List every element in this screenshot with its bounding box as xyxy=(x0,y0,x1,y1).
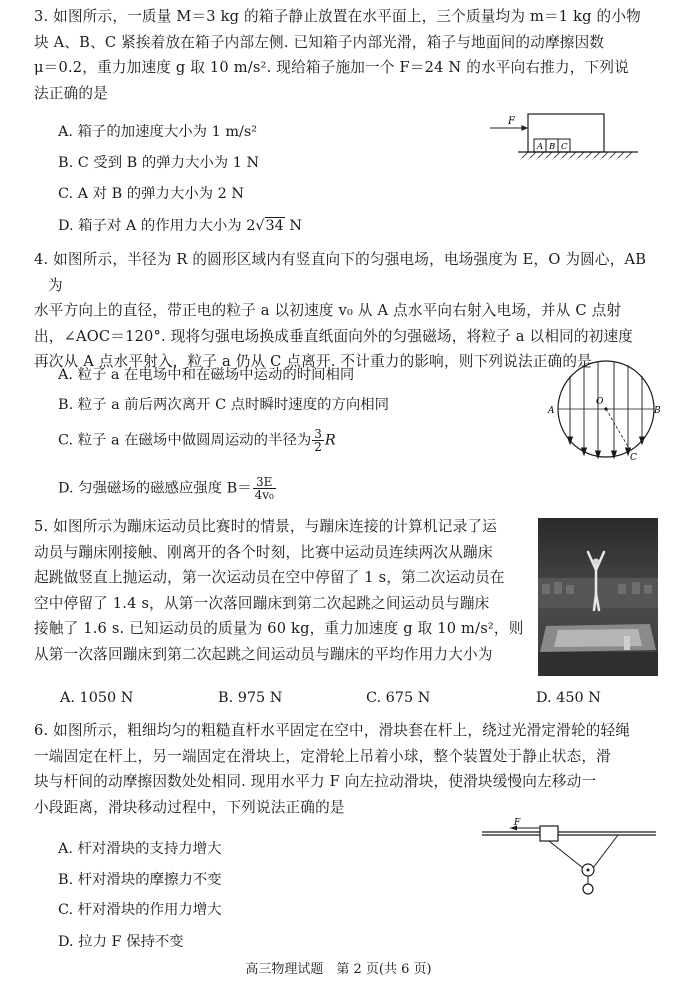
fraction-numerator: 3 xyxy=(314,427,322,441)
q5-option-d[interactable]: D. 450 N xyxy=(536,690,601,706)
q3-stem-line1: 3. 如图所示，一质量 M＝3 kg 的箱子静止放置在水平面上，三个质量均为 m＝1 kg 的小物 xyxy=(34,8,641,25)
q5-stem-line4: 空中停留了 1.4 s，从第一次落回蹦床到第二次起跳之间运动员与蹦床 xyxy=(34,594,490,612)
q4-stem-line4: 再次从 A 点水平射入，粒子 a 仍从 C 点离开. 不计重力的影响，则下列说法正确的是 xyxy=(34,353,592,371)
q5-trampoline-photo xyxy=(538,518,658,676)
q6-pulley-figure xyxy=(480,818,660,898)
q3-stem-line2: 块 A、B、C 紧挨着放在箱子内部左侧. 已知箱子内部光滑，箱子与地面间的动摩擦因数 xyxy=(34,33,605,51)
q4-fig-label-c: C xyxy=(630,453,637,463)
q6-stem-line1: 6. 如图所示，粗细均匀的粗糙直杆水平固定在空中，滑块套在杆上，绕过光滑定滑轮的轻绳 xyxy=(34,722,631,739)
q4-option-d-text: D. 匀强磁场的磁感应强度 B＝ xyxy=(58,480,252,497)
q5-option-b[interactable]: B. 975 N xyxy=(218,690,283,706)
q5-option-c[interactable]: C. 675 N xyxy=(366,690,431,706)
q3-option-d-unit: N xyxy=(284,218,303,234)
q6-option-b[interactable]: B. 杆对滑块的摩擦力不变 xyxy=(58,872,222,888)
q4-stem-line2: 水平方向上的直径，带正电的粒子 a 以初速度 v₀ 从 A 点水平向右射入电场，并从 C 点射 xyxy=(34,302,622,320)
q6-stem-line3: 块与杆间的动摩擦因数处处相同. 现用水平力 F 向左拉动滑块，使滑块缓慢向左移动一 xyxy=(34,773,597,791)
q5-stem-line2: 动员与蹦床刚接触、刚离开的各个时刻，比赛中运动员连续两次从蹦床 xyxy=(34,543,493,561)
q4-fig-label-o: O xyxy=(596,397,604,407)
q3-option-d-radicand: 34 xyxy=(265,218,284,234)
question-5 xyxy=(34,514,534,668)
q3-stem-line4: 法正确的是 xyxy=(34,84,108,102)
q4-option-c[interactable] xyxy=(58,428,336,453)
q4-fig-label-b: B xyxy=(654,406,661,416)
q3-stem-line3: μ＝0.2，重力加速度 g 取 10 m/s². 现给箱子施加一个 F＝24 N 的水平向右推力，下列说 xyxy=(34,59,629,77)
q4-option-b[interactable]: B. 粒子 a 前后两次离开 C 点时瞬时速度的方向相同 xyxy=(58,397,390,413)
q4-option-d[interactable] xyxy=(58,476,277,501)
q3-option-b[interactable]: B. C 受到 B 的弹力大小为 1 N xyxy=(58,155,260,171)
q4-option-c-text: C. 粒子 a 在磁场中做圆周运动的半径为 xyxy=(58,432,312,449)
q4-option-a[interactable]: A. 粒子 a 在电场中和在磁场中运动的时间相同 xyxy=(58,367,355,383)
q6-option-a[interactable]: A. 杆对滑块的支持力增大 xyxy=(58,841,222,857)
q4-stem-line1: 4. 如图所示，半径为 R 的圆形区域内有竖直向下的匀强电场，电场强度为 E，O 为圆心，AB 为 xyxy=(34,251,647,294)
q6-stem-line2: 一端固定在杆上，另一端固定在滑块上，定滑轮上吊着小球，整个装置处于静止状态，滑 xyxy=(34,747,611,765)
q3-fig-label-a: A xyxy=(537,142,544,152)
q6-option-d[interactable]: D. 拉力 F 保持不变 xyxy=(58,934,184,950)
question-6 xyxy=(34,718,656,820)
fraction-denominator: 4v₀ xyxy=(254,488,274,502)
q5-stem-line6: 从第一次落回蹦床到第二次起跳之间运动员与蹦床的平均作用力大小为 xyxy=(34,645,493,663)
q3-fig-label-b: B xyxy=(549,142,556,152)
q3-option-d-text: D. 箱子对 A 的作用力大小为 2 xyxy=(58,218,256,234)
q4-option-d-fraction xyxy=(253,476,276,501)
q3-option-d[interactable] xyxy=(58,215,302,237)
q4-circle-field-figure xyxy=(550,354,660,464)
fraction-numerator: 3E xyxy=(253,476,276,489)
sqrt-sign: √ xyxy=(255,218,265,234)
q4-fig-label-a: A xyxy=(548,406,555,416)
q3-fig-label-f: F xyxy=(508,116,515,127)
q5-stem-line1: 5. 如图所示为蹦床运动员比赛时的情景，与蹦床连接的计算机记录了运 xyxy=(34,518,497,535)
q5-stem-line5: 接触了 1.6 s. 已知运动员的质量为 60 kg，重力加速度 g 取 10 m/s²，则 xyxy=(34,620,524,638)
q4-option-c-fraction xyxy=(312,428,324,453)
q3-box-figure xyxy=(488,110,658,160)
q5-stem-line3: 起跳做竖直上抛运动，第一次运动员在空中停留了 1 s，第二次运动员在 xyxy=(34,569,505,587)
question-3 xyxy=(34,4,656,106)
q3-fig-label-c: C xyxy=(561,142,568,152)
page-footer: 高三物理试题 第 2 页(共 6 页) xyxy=(245,962,432,977)
q3-option-a[interactable]: A. 箱子的加速度大小为 1 m/s² xyxy=(58,124,258,140)
q6-option-c[interactable]: C. 杆对滑块的作用力增大 xyxy=(58,902,222,918)
fraction-denominator: 2 xyxy=(314,440,322,454)
q6-stem-line4: 小段距离，滑块移动过程中，下列说法正确的是 xyxy=(34,798,345,816)
q4-option-c-symbol: R xyxy=(324,432,336,449)
q6-fig-label-f: F xyxy=(514,818,521,828)
q5-option-a[interactable]: A. 1050 N xyxy=(60,690,134,706)
q3-option-c[interactable]: C. A 对 B 的弹力大小为 2 N xyxy=(58,186,244,202)
q4-stem-line3: 出，∠AOC＝120°. 现将匀强电场换成垂直纸面向外的匀强磁场，将粒子 a 以相同的初速度 xyxy=(34,327,634,345)
